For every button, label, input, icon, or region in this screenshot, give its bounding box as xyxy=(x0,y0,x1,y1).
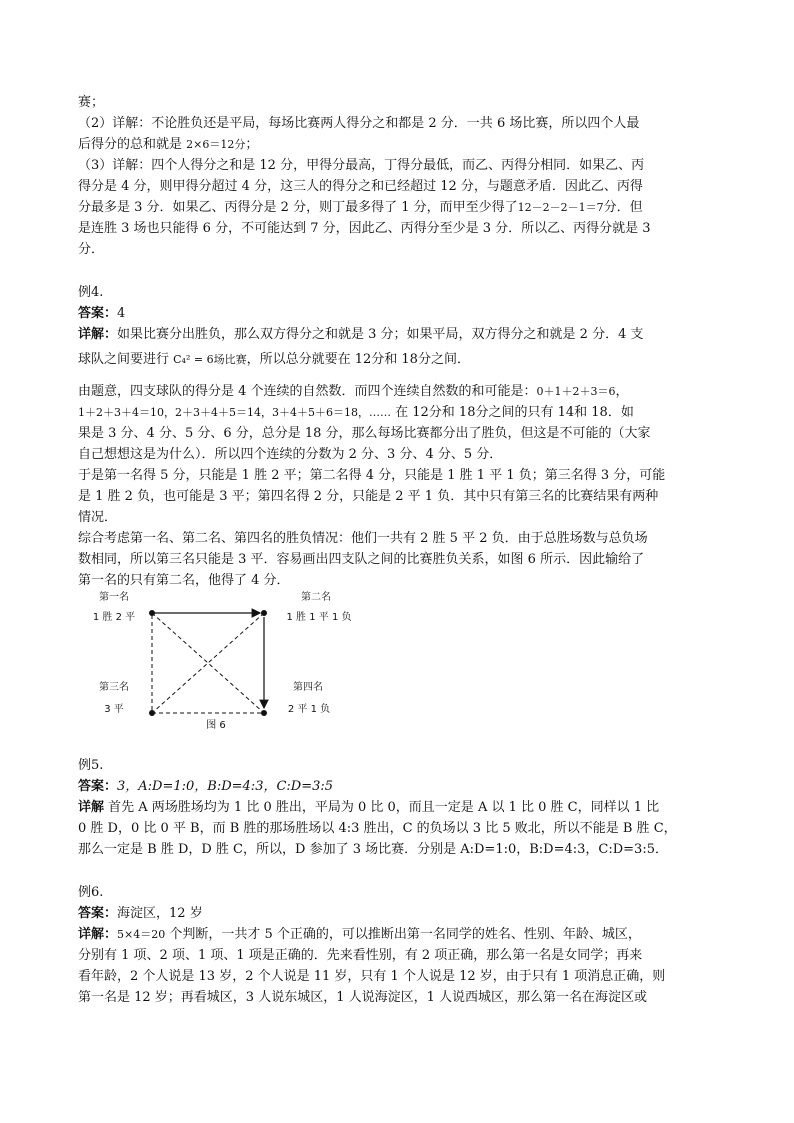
label-first-record: 1 胜 2 平 xyxy=(92,612,136,623)
node-third xyxy=(149,710,155,716)
text-span: （2）详解：不论胜负还是平局，每场比赛两人得分之和都是 2 分．一共 6 场比赛，所以四个人最 xyxy=(78,116,640,131)
answer-value: 3，A:D=1:0，B:D=4:3，C:D=3:5 xyxy=(117,779,334,794)
answer-line xyxy=(78,776,718,797)
document-page xyxy=(78,92,718,1008)
match-diagram xyxy=(78,592,378,735)
text-line: 是 1 胜 2 负，也可能是 3 平；第四名得 2 分，只能是 2 平 1 负．其中只有第三名的比赛结果有两种 xyxy=(78,489,659,504)
text-span: 分最多是 3 分．如果乙、丙得分是 2 分，则丁最多得了 1 分，而甲至少得了 xyxy=(78,200,518,215)
text-line: 综合考虑第一名、第二名、第四名的胜负情况：他们一共有 2 胜 5 平 2 负．由于总胜场数与总负场 xyxy=(78,531,648,546)
example-heading: 例5. xyxy=(78,758,104,773)
math-expression: 2×6＝12分 xyxy=(186,138,246,151)
label-fourth-name: 第四名 xyxy=(293,682,323,693)
text-span: 个判断，一共才 5 个正确的，可以推断出第一名同学的姓名、性别、年龄、城区， xyxy=(165,927,641,942)
label-second-name: 第二名 xyxy=(301,592,331,603)
node-second xyxy=(261,610,267,616)
text-span: 首先 A 两场胜场均为 1 比 0 胜出，平局为 0 比 0，而且一定是 A 以 1 比 0 胜 C，同样以 1 比 xyxy=(104,800,660,815)
text-line xyxy=(78,197,718,218)
text-line xyxy=(78,239,718,260)
text-span: 分． xyxy=(78,242,105,257)
label-first-name: 第一名 xyxy=(99,592,129,603)
text-line: 0 胜 D，0 比 0 平 B，而 B 胜的那场胜场以 4:3 胜出，C 的负场以 3 比 5 败北，所以不能是 B 胜 C， xyxy=(78,821,677,836)
example-heading: 例4. xyxy=(78,285,104,300)
math-expression: 0＋1＋2＋3＝6 xyxy=(536,385,616,398)
text-span: ， xyxy=(615,384,629,399)
text-span: 如果比赛分出胜负，那么双方得分之和就是 3 分；如果平局，双方得分之和就是 2 分．4 支 xyxy=(117,327,644,342)
text-span: 分．但 xyxy=(603,200,643,215)
label-third-name: 第三名 xyxy=(99,682,129,693)
text-span: 是连胜 3 场也只能得 6 分，不可能达到 7 分，因此乙、丙得分至少是 3 分．所以乙、丙得分就是 3 xyxy=(78,221,651,236)
text-line xyxy=(78,155,718,176)
answer-line xyxy=(78,303,718,324)
text-span: 在 12分和 18分之间的只有 14和 18．如 xyxy=(390,405,634,420)
math-expression: 5×4＝20 xyxy=(117,928,166,941)
answer-value: 海淀区，12 岁 xyxy=(117,906,203,921)
math-expression: 12－2－2－1＝7 xyxy=(517,201,604,214)
text-line: 数相同，所以第三名只能是 3 平．容易画出四支队之间的比赛胜负关系，如图 6 所示．因此输给了 xyxy=(78,552,645,567)
text-span: 得分是 4 分，则甲得分超过 4 分，这三人的得分之和已经超过 12 分，与题意矛盾．因此乙、丙得 xyxy=(78,179,643,194)
text-line: 第一名是 12 岁；再看城区，3 人说东城区，1 人说海淀区，1 人说西城区，那么第一名在海淀区或 xyxy=(78,990,648,1005)
text-line xyxy=(78,381,718,402)
text-line: 看年龄，2 个人说是 13 岁，2 个人说是 11 岁，只有 1 个人说是 12 岁，由于只有 1 项消息正确，则 xyxy=(78,969,666,984)
text-line xyxy=(78,176,718,197)
text-line xyxy=(78,113,718,134)
math-expression: C₄² = 6场比赛 xyxy=(173,353,247,366)
text-line xyxy=(78,218,718,239)
answer-line xyxy=(78,903,718,924)
text-line: 于是第一名得 5 分，只能是 1 胜 2 平；第二名得 4 分，只能是 1 胜 1 平 1 负；第三名得 3 分，可能 xyxy=(78,468,666,483)
text-span: 后得分的总和就是 xyxy=(78,137,187,152)
text-span: 球队之间要进行 xyxy=(78,352,174,367)
text-line xyxy=(78,797,718,818)
text-line xyxy=(78,924,718,945)
text-line: 果是 3 分、4 分、5 分、6 分，总分是 18 分，那么每场比赛都分出了胜负，但这是不可能的（大家 xyxy=(78,426,651,441)
text-line: 分别有 1 项、2 项、1 项、1 项是正确的．先来看性别，有 2 项正确，那么第一名是女同学；再来 xyxy=(78,948,643,963)
math-expression: 1＋2＋3＋4＝10，2＋3＋4＋5＝14，3＋4＋5＋6＝18，…… xyxy=(78,406,391,419)
text-span: 由题意，四支球队的得分是 4 个连续的自然数．而四个连续自然数的和可能是： xyxy=(78,384,537,399)
node-first xyxy=(149,610,155,616)
detail-label: 详解： xyxy=(78,327,118,342)
figure-caption: 图 6 xyxy=(206,720,226,731)
text-span: ，所以总分就要在 12分和 18分之间． xyxy=(246,352,470,367)
text-line: 第一名的只有第二名，他得了 4 分． xyxy=(78,573,290,588)
detail-label: 详解 xyxy=(78,800,105,815)
detail-label: 详解： xyxy=(78,927,118,942)
answer-label: 答案： xyxy=(78,779,118,794)
text-line xyxy=(78,324,718,345)
label-fourth-record: 2 平 1 负 xyxy=(287,704,331,715)
text-line: 自己想想这是为什么）．所以四个连续的分数为 2 分、3 分、4 分、5 分． xyxy=(78,447,503,462)
answer-value: 4 xyxy=(117,306,126,321)
text-span: （3）详解：四个人得分之和是 12 分，甲得分最高，丁得分最低，而乙、丙得分相同．如果乙、丙 xyxy=(78,158,645,173)
example-heading: 例6. xyxy=(78,885,104,900)
text-line xyxy=(78,345,718,375)
text-line: 情况． xyxy=(78,510,118,525)
text-line: 那么一定是 B 胜 D，D 胜 C，所以，D 参加了 3 场比赛．分别是 A:D=1:0，B:D=4:3，C:D=3:5． xyxy=(78,842,668,857)
text-line xyxy=(78,402,718,423)
label-third-record: 3 平 xyxy=(104,704,124,715)
text-line xyxy=(78,134,718,155)
text-line: 赛； xyxy=(78,95,105,110)
node-fourth xyxy=(261,710,267,716)
answer-label: 答案： xyxy=(78,306,118,321)
answer-label: 答案： xyxy=(78,906,118,921)
text-span: ； xyxy=(245,137,259,152)
label-second-record: 1 胜 1 平 1 负 xyxy=(286,612,352,623)
